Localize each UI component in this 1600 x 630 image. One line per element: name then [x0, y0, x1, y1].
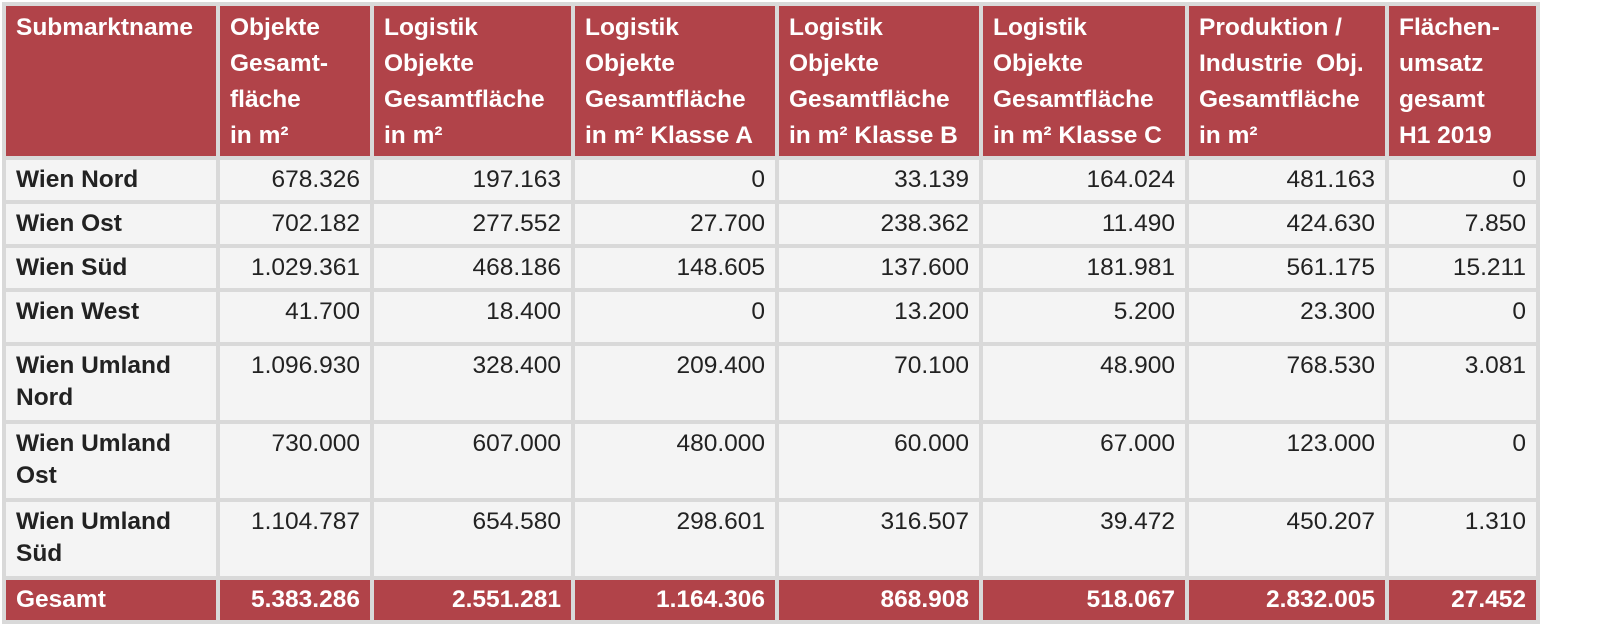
- header-line: Objekte: [585, 50, 675, 77]
- header-objekte-gesamtflaeche: [220, 6, 370, 156]
- header-line: H1 2019: [1399, 122, 1492, 149]
- table-row: [6, 292, 1536, 342]
- table-row: [6, 248, 1536, 288]
- row-name-continued: Süd: [16, 540, 63, 567]
- header-line: Gesamtfläche: [585, 86, 746, 113]
- header-line: umsatz: [1399, 50, 1484, 77]
- header-line: Gesamt-: [230, 50, 329, 77]
- total-klasse-a: 1.164.306: [575, 580, 775, 620]
- header-line: gesamt: [1399, 86, 1485, 113]
- cell-produktion: 481.163: [1189, 160, 1385, 200]
- cell-klasse-a: 0: [575, 160, 775, 200]
- cell-klasse-a: 148.605: [575, 248, 775, 288]
- cell-klasse-b: 33.139: [779, 160, 979, 200]
- cell-klasse-c: 164.024: [983, 160, 1185, 200]
- header-line: in m²: [384, 122, 443, 149]
- cell-flaechenumsatz: 7.850: [1389, 204, 1536, 244]
- total-logistik-gesamt: 2.551.281: [374, 580, 571, 620]
- cell-flaechenumsatz: 1.310: [1389, 502, 1536, 576]
- cell-klasse-b: 70.100: [779, 346, 979, 420]
- cell-objekte-gesamt: 1.029.361: [220, 248, 370, 288]
- header-line: Produktion /: [1199, 14, 1342, 41]
- cell-logistik-gesamt: 468.186: [374, 248, 571, 288]
- row-name-cell: [6, 204, 216, 244]
- row-name: Wien Nord: [16, 166, 139, 193]
- header-line: Logistik: [993, 14, 1087, 41]
- cell-objekte-gesamt: 678.326: [220, 160, 370, 200]
- row-name-continued: Nord: [16, 384, 74, 411]
- header-line: Objekte: [789, 50, 879, 77]
- row-name: Wien Umland: [16, 508, 171, 535]
- cell-objekte-gesamt: 41.700: [220, 292, 370, 342]
- header-line: Logistik: [789, 14, 883, 41]
- cell-produktion: 23.300: [1189, 292, 1385, 342]
- cell-objekte-gesamt: 702.182: [220, 204, 370, 244]
- table-row: [6, 204, 1536, 244]
- header-line: Gesamtfläche: [789, 86, 950, 113]
- cell-klasse-c: 48.900: [983, 346, 1185, 420]
- table-row: [6, 346, 1536, 420]
- row-name-cell: [6, 346, 216, 420]
- row-name-cell: [6, 424, 216, 498]
- header-line: in m²: [230, 122, 289, 149]
- cell-klasse-c: 11.490: [983, 204, 1185, 244]
- cell-produktion: 450.207: [1189, 502, 1385, 576]
- cell-objekte-gesamt: 1.104.787: [220, 502, 370, 576]
- header-produktion-industrie: [1189, 6, 1385, 156]
- header-submarktname: [6, 6, 216, 156]
- cell-objekte-gesamt: 730.000: [220, 424, 370, 498]
- cell-logistik-gesamt: 654.580: [374, 502, 571, 576]
- cell-produktion: 561.175: [1189, 248, 1385, 288]
- cell-flaechenumsatz: 0: [1389, 160, 1536, 200]
- cell-klasse-a: 27.700: [575, 204, 775, 244]
- cell-flaechenumsatz: 15.211: [1389, 248, 1536, 288]
- total-produktion: 2.832.005: [1189, 580, 1385, 620]
- header-line: in m² Klasse A: [585, 122, 753, 149]
- cell-klasse-a: 209.400: [575, 346, 775, 420]
- header-flaechenumsatz: [1389, 6, 1536, 156]
- header-line: in m² Klasse B: [789, 122, 958, 149]
- cell-logistik-gesamt: 607.000: [374, 424, 571, 498]
- row-name: Wien Umland: [16, 352, 171, 379]
- header-logistik-klasse-c: [983, 6, 1185, 156]
- cell-flaechenumsatz: 3.081: [1389, 346, 1536, 420]
- row-name-cell: [6, 292, 216, 342]
- cell-klasse-c: 39.472: [983, 502, 1185, 576]
- total-label: Gesamt: [6, 580, 216, 620]
- table-row: [6, 160, 1536, 200]
- total-flaechenumsatz: 27.452: [1389, 580, 1536, 620]
- header-line: Gesamtfläche: [1199, 86, 1360, 113]
- header-logistik-klasse-a: [575, 6, 775, 156]
- header-logistik-klasse-b: [779, 6, 979, 156]
- cell-klasse-b: 238.362: [779, 204, 979, 244]
- header-line: in m² Klasse C: [993, 122, 1162, 149]
- total-klasse-c: 518.067: [983, 580, 1185, 620]
- header-line: Gesamtfläche: [384, 86, 545, 113]
- header-line: Gesamtfläche: [993, 86, 1154, 113]
- cell-logistik-gesamt: 18.400: [374, 292, 571, 342]
- cell-logistik-gesamt: 277.552: [374, 204, 571, 244]
- header-line: in m²: [1199, 122, 1258, 149]
- cell-klasse-a: 480.000: [575, 424, 775, 498]
- row-name: Wien West: [16, 298, 140, 325]
- cell-klasse-c: 5.200: [983, 292, 1185, 342]
- total-klasse-b: 868.908: [779, 580, 979, 620]
- cell-logistik-gesamt: 197.163: [374, 160, 571, 200]
- cell-klasse-b: 316.507: [779, 502, 979, 576]
- cell-produktion: 123.000: [1189, 424, 1385, 498]
- cell-klasse-b: 60.000: [779, 424, 979, 498]
- row-name-cell: [6, 160, 216, 200]
- cell-klasse-c: 67.000: [983, 424, 1185, 498]
- cell-klasse-a: 298.601: [575, 502, 775, 576]
- header-line: Logistik: [585, 14, 679, 41]
- row-name-continued: Ost: [16, 462, 57, 489]
- total-objekte-gesamt: 5.383.286: [220, 580, 370, 620]
- header-logistik-gesamtflaeche: [374, 6, 571, 156]
- row-name: Wien Umland: [16, 430, 171, 457]
- row-name: Wien Ost: [16, 210, 122, 237]
- row-name: Wien Süd: [16, 254, 128, 281]
- row-name-cell: [6, 502, 216, 576]
- cell-produktion: 424.630: [1189, 204, 1385, 244]
- total-row: [6, 580, 1536, 620]
- header-line: Industrie Obj.: [1199, 50, 1364, 77]
- cell-produktion: 768.530: [1189, 346, 1385, 420]
- header-line: Logistik: [384, 14, 478, 41]
- table-container: [6, 6, 1536, 620]
- header-line: Submarktname: [16, 14, 194, 41]
- cell-flaechenumsatz: 0: [1389, 292, 1536, 342]
- header-line: fläche: [230, 86, 301, 113]
- submarket-table: [2, 2, 1540, 624]
- table-row: [6, 502, 1536, 576]
- cell-flaechenumsatz: 0: [1389, 424, 1536, 498]
- header-line: Objekte: [230, 14, 320, 41]
- cell-klasse-c: 181.981: [983, 248, 1185, 288]
- cell-logistik-gesamt: 328.400: [374, 346, 571, 420]
- row-name-cell: [6, 248, 216, 288]
- header-row: [6, 6, 1536, 156]
- header-line: Objekte: [384, 50, 474, 77]
- cell-klasse-a: 0: [575, 292, 775, 342]
- cell-objekte-gesamt: 1.096.930: [220, 346, 370, 420]
- header-line: Flächen-: [1399, 14, 1500, 41]
- cell-klasse-b: 13.200: [779, 292, 979, 342]
- header-line: Objekte: [993, 50, 1083, 77]
- cell-klasse-b: 137.600: [779, 248, 979, 288]
- table-row: [6, 424, 1536, 498]
